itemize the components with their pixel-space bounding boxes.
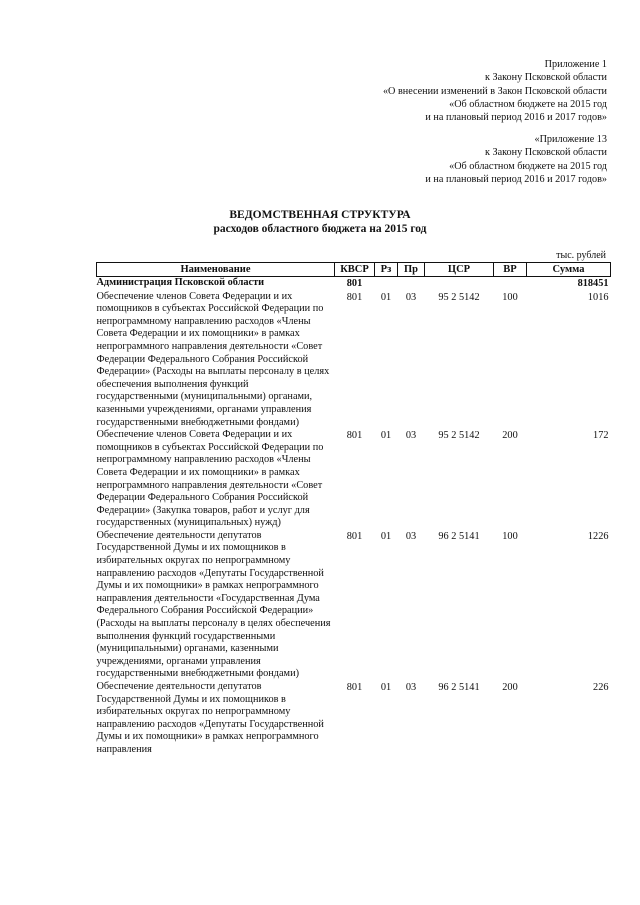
row-rz: 01 xyxy=(380,530,392,542)
annex-1-line: «О внесении изменений в Закон Псковской области xyxy=(382,85,607,97)
agency-kvsr: 801 xyxy=(346,278,363,289)
annex-13-line: «Приложение 13 xyxy=(534,134,607,145)
row-name: Обеспечение членов Совета Федерации и их помощников в субъектах Российской Федерации по непрограммному направлению расходов «Члены Совета Федерации и их помощники» в рамках непрограммного направления деятельности «Совет Федерации Федерального Собрания Российской Федерации» (Закупка товаров, работ и услуг для государственных (муниципальных) нужд) xyxy=(96,429,324,529)
document-title xyxy=(0,208,640,236)
row-vr: 100 xyxy=(502,291,518,303)
row-sum: 226 xyxy=(593,682,609,693)
header-name: Наименование xyxy=(97,263,335,277)
title-line-1: ВЕДОМСТВЕННАЯ СТРУКТУРА xyxy=(229,209,411,221)
table-row xyxy=(97,530,611,681)
row-vr: 200 xyxy=(502,430,518,442)
header-sum: Сумма xyxy=(527,263,611,277)
agency-rz xyxy=(375,277,398,291)
row-csr: 96 2 5141 xyxy=(438,530,480,542)
row-pr: 03 xyxy=(405,430,417,442)
header-rz: Рз xyxy=(375,263,398,277)
annex-13-line: и на плановый период 2016 и 2017 годов» xyxy=(425,173,607,185)
header-kvsr: КВСР xyxy=(335,263,375,277)
row-sum: 1226 xyxy=(587,530,609,542)
annex-1-line: «Об областном бюджете на 2015 год xyxy=(449,98,607,110)
annex-13-line: к Закону Псковской области xyxy=(485,147,607,159)
annex-1-line: и на плановый период 2016 и 2017 годов» xyxy=(425,112,607,124)
row-csr: 95 2 5142 xyxy=(438,291,480,303)
row-rz: 01 xyxy=(380,291,392,303)
row-name: Обеспечение членов Совета Федерации и их помощников в субъектах Российской Федерации по непрограммному направлению расходов «Члены Совета Федерации и их помощники» в рамках непрограммного направления деятельности «Совет Федерации Федерального Собрания Российской Федерации» (Расходы на выплаты персоналу в целях обеспечения выполнения функций государственными (муниципальными) органами, казенными учреждениями, органами управления государственными внебюджетными фондами) xyxy=(96,290,330,428)
units-label: тыс. рублей xyxy=(556,250,606,261)
row-sum: 172 xyxy=(593,430,609,442)
table-header-row xyxy=(97,263,611,277)
row-name: Обеспечение деятельности депутатов Государственной Думы и их помощников в избирательных округах по непрограммному направлению расходов «Депутаты Государственной Думы и их помощники» в рамках непрограммного направления xyxy=(96,681,324,755)
row-kvsr: 801 xyxy=(346,682,363,693)
row-pr: 03 xyxy=(405,530,417,542)
annex-1-header xyxy=(277,58,607,124)
header-vr: ВР xyxy=(494,263,527,277)
row-pr: 03 xyxy=(405,682,417,693)
row-kvsr: 801 xyxy=(346,291,363,303)
expenditure-table xyxy=(96,262,611,757)
row-csr: 96 2 5141 xyxy=(438,682,480,693)
row-kvsr: 801 xyxy=(346,530,363,542)
row-kvsr: 801 xyxy=(346,430,363,442)
row-pr: 03 xyxy=(405,291,417,303)
table-row xyxy=(97,681,611,757)
row-rz: 01 xyxy=(380,682,392,693)
agency-sum: 818451 xyxy=(577,278,609,289)
annex-1-line: к Закону Псковской области xyxy=(485,72,607,84)
row-csr: 95 2 5142 xyxy=(438,430,480,442)
agency-pr xyxy=(398,277,425,291)
annex-13-header xyxy=(277,133,607,186)
row-vr: 100 xyxy=(502,530,518,542)
row-sum: 1016 xyxy=(587,291,609,303)
row-rz: 01 xyxy=(380,430,392,442)
row-vr: 200 xyxy=(502,682,518,693)
row-name: Обеспечение деятельности депутатов Государственной Думы и их помощников в избирательных округах по непрограммному направлению расходов «Депутаты Государственной Думы и их помощники» в рамках непрограммного направления деятельности «Государственная Дума Федерального Собрания Российской Федерации» (Расходы на выплаты персоналу в целях обеспечения выполнения функций государственными (муниципальными) органами, казенными учреждениями, органами управления государственными внебюджетными фондами) xyxy=(96,529,331,680)
title-line-2: расходов областного бюджета на 2015 год xyxy=(213,223,427,235)
agency-csr xyxy=(425,277,494,291)
header-csr: ЦСР xyxy=(425,263,494,277)
agency-row xyxy=(97,277,611,291)
table-row xyxy=(97,429,611,530)
agency-name: Администрация Псковской области xyxy=(96,277,265,288)
agency-vr xyxy=(494,277,527,291)
header-pr: Пр xyxy=(398,263,425,277)
annex-1-line: Приложение 1 xyxy=(544,59,607,70)
table-row xyxy=(97,291,611,430)
annex-13-line: «Об областном бюджете на 2015 год xyxy=(449,160,607,172)
